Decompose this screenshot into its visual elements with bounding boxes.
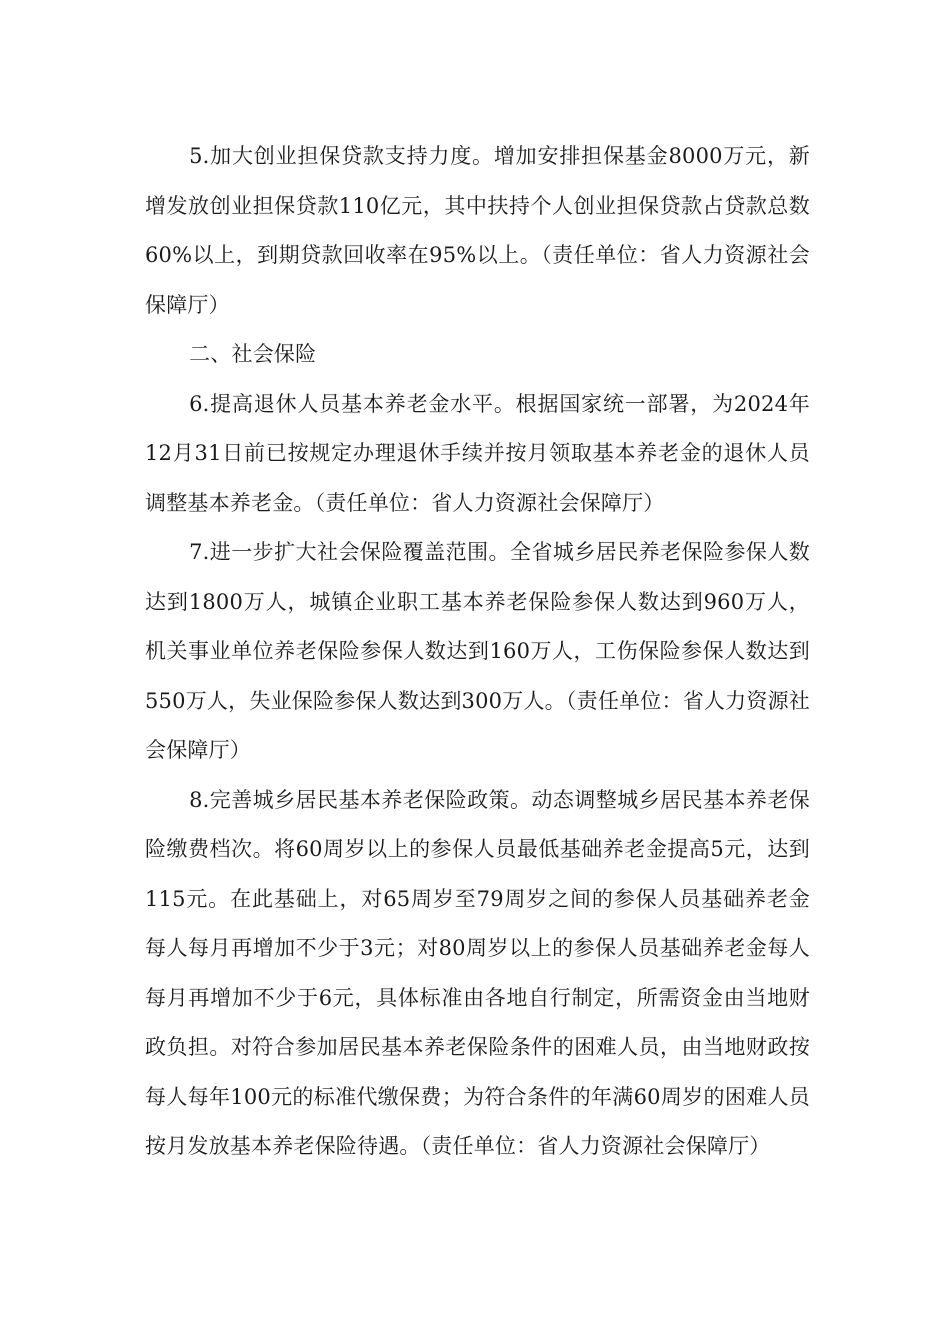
paragraph-item-6: 6.提高退休人员基本养老金水平。根据国家统一部署，为2024年12月31日前已按规定办理退休手续并按月领取基本养老金的退休人员调整基本养老金。（责任单位：省人力资源社会保障厅） — [145, 391, 810, 515]
paragraph-item-5: 5.加大创业担保贷款支持力度。增加安排担保基金8000万元，新增发放创业担保贷款110亿元，其中扶持个人创业担保贷款占贷款总数60%以上，到期贷款回收率在95%以上。（责任单位：省人力资源社会保障厅） — [145, 144, 810, 317]
paragraph-item-8: 8.完善城乡居民基本养老保险政策。动态调整城乡居民基本养老保险缴费档次。将60周岁以上的参保人员最低基础养老金提高5元，达到115元。在此基础上，对65周岁至79周岁之间的参保人员基础养老金每人每月再增加不少于3元；对80周岁以上的参保人员基础养老金每人每月再增加不少于6元，具体标准由各地自行制定，所需资金由当地财政负担。对符合参加居民基本养老保险条件的困难人员，由当地财政按每人每年100元的标准代缴保费；为符合条件的年满60周岁的困难人员按月发放基本养老保险待遇。（责任单位：省人力资源社会保障厅） — [145, 787, 810, 1158]
paragraph-item-7: 7.进一步扩大社会保险覆盖范围。全省城乡居民养老保险参保人数达到1800万人，城镇企业职工基本养老保险参保人数达到960万人，机关事业单位养老保险参保人数达到160万人，工伤保险参保人数达到550万人，失业保险参保人数达到300万人。（责任单位：省人力资源社会保障厅） — [145, 540, 810, 762]
document-body — [145, 132, 810, 1172]
section-heading-social-insurance: 二、社会保险 — [189, 342, 317, 366]
